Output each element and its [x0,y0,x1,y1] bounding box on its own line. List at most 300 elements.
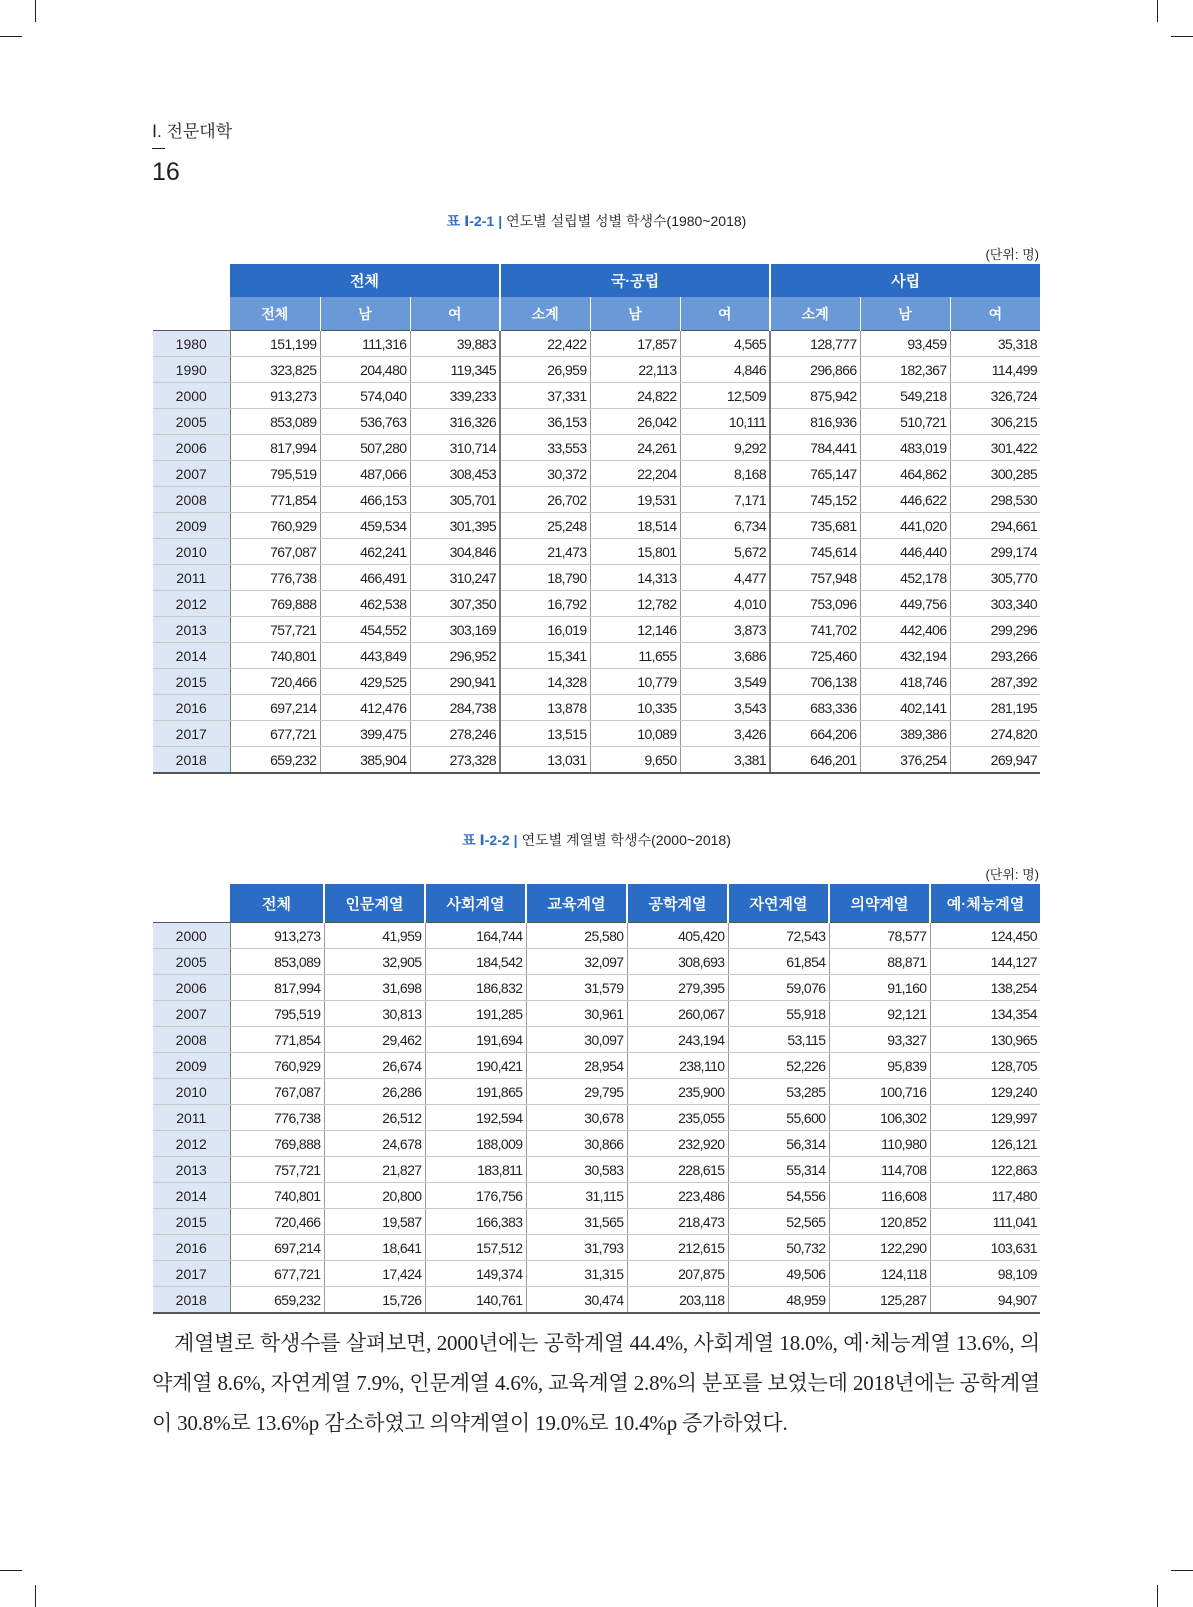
table-cell: 817,994 [230,975,324,1001]
table-cell: 304,846 [410,539,500,565]
table-cell: 507,280 [320,435,410,461]
table-cell: 52,565 [728,1209,829,1235]
table-cell: 287,392 [950,669,1040,695]
table-cell: 817,994 [230,435,320,461]
table-cell: 816,936 [770,409,860,435]
table-cell: 26,042 [590,409,680,435]
table-cell: 50,732 [728,1235,829,1261]
table1-subheader: 여 [410,297,500,331]
table1-group-header: 국·공립 [500,264,770,297]
table-cell: 203,118 [627,1287,728,1314]
table-cell: 3,686 [680,643,770,669]
table-cell: 303,169 [410,617,500,643]
row-year: 2015 [153,1209,230,1235]
table-cell: 402,141 [860,695,950,721]
table-cell: 4,846 [680,357,770,383]
table-cell: 323,825 [230,357,320,383]
table-cell: 30,813 [324,1001,425,1027]
table-cell: 243,194 [627,1027,728,1053]
table-cell: 72,543 [728,923,829,949]
table-cell: 279,395 [627,975,728,1001]
table-cell: 20,800 [324,1183,425,1209]
table-cell: 3,543 [680,695,770,721]
table-cell: 308,693 [627,949,728,975]
table1-group-header: 전체 [230,264,500,297]
table-row [153,1287,1040,1314]
row-year: 2016 [153,1235,230,1261]
table-cell: 94,907 [930,1287,1040,1314]
table-cell: 664,206 [770,721,860,747]
table-cell: 305,701 [410,487,500,513]
table-cell: 299,174 [950,539,1040,565]
table-cell: 100,716 [829,1079,930,1105]
row-year: 2018 [153,747,230,774]
row-year: 2011 [153,565,230,591]
row-year: 2006 [153,435,230,461]
row-year: 2017 [153,1261,230,1287]
table-cell: 29,795 [526,1079,627,1105]
table-cell: 31,315 [526,1261,627,1287]
table-cell: 93,327 [829,1027,930,1053]
table-cell: 326,724 [950,383,1040,409]
table-cell: 273,328 [410,747,500,774]
table-cell: 305,770 [950,565,1040,591]
table-cell: 122,863 [930,1157,1040,1183]
table-row [153,331,1040,357]
table-row [153,669,1040,695]
table-cell: 130,965 [930,1027,1040,1053]
table-cell: 232,920 [627,1131,728,1157]
table-cell: 725,460 [770,643,860,669]
table-cell: 284,738 [410,695,500,721]
crop-mark [0,36,22,37]
table-row [153,1105,1040,1131]
table2-header: 인문계열 [324,884,425,923]
table-cell: 432,194 [860,643,950,669]
table-row [153,487,1040,513]
table-cell: 771,854 [230,487,320,513]
table-cell: 10,779 [590,669,680,695]
table-cell: 446,622 [860,487,950,513]
table-cell: 697,214 [230,1235,324,1261]
table-cell: 124,118 [829,1261,930,1287]
table-cell: 293,266 [950,643,1040,669]
table-cell: 19,587 [324,1209,425,1235]
table-cell: 24,261 [590,435,680,461]
table-cell: 767,087 [230,1079,324,1105]
table-cell: 3,549 [680,669,770,695]
row-year: 1990 [153,357,230,383]
table-cell: 186,832 [425,975,526,1001]
table-cell: 449,756 [860,591,950,617]
table-row [153,747,1040,774]
header-divider [152,148,165,149]
crop-mark [1171,36,1193,37]
table-cell: 5,672 [680,539,770,565]
row-year: 2000 [153,923,230,949]
table-cell: 735,681 [770,513,860,539]
table-cell: 55,600 [728,1105,829,1131]
table-cell: 462,241 [320,539,410,565]
row-year: 2014 [153,643,230,669]
row-year: 2012 [153,591,230,617]
table2-header: 공학계열 [627,884,728,923]
table-cell: 765,147 [770,461,860,487]
table-cell: 7,171 [680,487,770,513]
row-year: 2007 [153,1001,230,1027]
table2-header: 교육계열 [526,884,627,923]
table-cell: 31,793 [526,1235,627,1261]
table-cell: 128,777 [770,331,860,357]
table-cell: 14,313 [590,565,680,591]
table2-caption-title: 연도별 계열별 학생수(2000~2018) [521,832,731,848]
table-cell: 92,121 [829,1001,930,1027]
table-cell: 111,041 [930,1209,1040,1235]
table-cell: 306,215 [950,409,1040,435]
table-cell: 29,462 [324,1027,425,1053]
table-cell: 166,383 [425,1209,526,1235]
table1-subheader: 전체 [230,297,320,331]
table-row [153,1027,1040,1053]
table-row [153,591,1040,617]
table-cell: 683,336 [770,695,860,721]
table-cell: 875,942 [770,383,860,409]
table-cell: 441,020 [860,513,950,539]
row-year: 2005 [153,949,230,975]
table-cell: 26,702 [500,487,590,513]
table-cell: 31,579 [526,975,627,1001]
table-cell: 466,153 [320,487,410,513]
table1-group-header: 사립 [770,264,1040,297]
table-cell: 281,195 [950,695,1040,721]
table-cell: 771,854 [230,1027,324,1053]
table2-header: 사회계열 [425,884,526,923]
table-cell: 776,738 [230,565,320,591]
table2 [153,884,1040,1314]
table-cell: 659,232 [230,747,320,774]
row-year: 2009 [153,513,230,539]
table-cell: 144,127 [930,949,1040,975]
row-year: 2014 [153,1183,230,1209]
table-cell: 745,152 [770,487,860,513]
table-cell: 745,614 [770,539,860,565]
table1-subheader: 소계 [770,297,860,331]
row-year: 2006 [153,975,230,1001]
table-cell: 15,341 [500,643,590,669]
table-cell: 9,292 [680,435,770,461]
table-cell: 536,763 [320,409,410,435]
table-cell: 677,721 [230,1261,324,1287]
table-cell: 128,705 [930,1053,1040,1079]
table-cell: 191,865 [425,1079,526,1105]
table-cell: 14,328 [500,669,590,695]
table-cell: 61,854 [728,949,829,975]
table-cell: 389,386 [860,721,950,747]
table-cell: 278,246 [410,721,500,747]
table-cell: 124,450 [930,923,1040,949]
table-cell: 459,534 [320,513,410,539]
table-cell: 119,345 [410,357,500,383]
crop-mark [1171,1570,1193,1571]
table-cell: 30,678 [526,1105,627,1131]
table-cell: 30,961 [526,1001,627,1027]
table-cell: 11,655 [590,643,680,669]
table-cell: 30,866 [526,1131,627,1157]
table-row [153,695,1040,721]
table-cell: 192,594 [425,1105,526,1131]
row-year: 2009 [153,1053,230,1079]
table-cell: 52,226 [728,1053,829,1079]
table-cell: 176,756 [425,1183,526,1209]
table-cell: 164,744 [425,923,526,949]
table-cell: 296,952 [410,643,500,669]
table-row [153,923,1040,949]
table-cell: 298,530 [950,487,1040,513]
table-row [153,643,1040,669]
table-cell: 442,406 [860,617,950,643]
table-cell: 235,055 [627,1105,728,1131]
table2-corner [153,884,230,923]
table-cell: 26,286 [324,1079,425,1105]
table-cell: 31,115 [526,1183,627,1209]
table-cell: 191,694 [425,1027,526,1053]
table-cell: 235,900 [627,1079,728,1105]
table-cell: 13,878 [500,695,590,721]
body-paragraph: 계열별로 학생수를 살펴보면, 2000년에는 공학계열 44.4%, 사회계열 18.0%, 예·체능계열 13.6%, 의약계열 8.6%, 자연계열 7.9%, 인문계열 4.6%, 교육계열 2.8%의 분포를 보였는데 2018년에는 공학계열이 30.8%로 13.6%p 감소하였고 의약계열이 19.0%로 10.4%p 증가하였다. [152,1331,1040,1435]
table-cell: 95,839 [829,1053,930,1079]
table-cell: 238,110 [627,1053,728,1079]
table1-caption-title: 연도별 설립별 성별 학생수(1980~2018) [506,213,747,229]
table-cell: 301,422 [950,435,1040,461]
table-cell: 140,761 [425,1287,526,1314]
table-cell: 12,782 [590,591,680,617]
table-cell: 59,076 [728,975,829,1001]
row-year: 2010 [153,539,230,565]
table-cell: 646,201 [770,747,860,774]
table-cell: 18,641 [324,1235,425,1261]
table-cell: 35,318 [950,331,1040,357]
table-cell: 117,480 [930,1183,1040,1209]
table-cell: 795,519 [230,461,320,487]
table-cell: 310,247 [410,565,500,591]
table2-caption [0,830,1193,850]
table-cell: 53,285 [728,1079,829,1105]
table-cell: 418,746 [860,669,950,695]
table-cell: 22,113 [590,357,680,383]
table-cell: 18,790 [500,565,590,591]
table-cell: 316,326 [410,409,500,435]
row-year: 2008 [153,487,230,513]
table-cell: 510,721 [860,409,950,435]
table-cell: 769,888 [230,1131,324,1157]
table1-unit: (단위: 명) [985,247,1039,262]
table2-caption-label: 표 Ⅰ-2-2 [462,832,510,848]
table-cell: 122,290 [829,1235,930,1261]
table-cell: 191,285 [425,1001,526,1027]
table-cell: 111,316 [320,331,410,357]
table-row [153,1131,1040,1157]
table-cell: 33,553 [500,435,590,461]
row-year: 1980 [153,331,230,357]
table-cell: 28,954 [526,1053,627,1079]
table-row [153,617,1040,643]
crop-mark [35,1585,36,1607]
table-cell: 21,827 [324,1157,425,1183]
caption-separator: | [513,832,518,848]
table-cell: 443,849 [320,643,410,669]
table-cell: 223,486 [627,1183,728,1209]
table-cell: 12,509 [680,383,770,409]
table-cell: 776,738 [230,1105,324,1131]
table-cell: 3,873 [680,617,770,643]
table-row [153,1053,1040,1079]
table-cell: 303,340 [950,591,1040,617]
table-row [153,949,1040,975]
table-cell: 49,506 [728,1261,829,1287]
table-cell: 53,115 [728,1027,829,1053]
table-cell: 741,702 [770,617,860,643]
table-cell: 26,674 [324,1053,425,1079]
table-cell: 784,441 [770,435,860,461]
table-cell: 339,233 [410,383,500,409]
table-row [153,565,1040,591]
table-row [153,721,1040,747]
table-cell: 17,424 [324,1261,425,1287]
table-cell: 19,531 [590,487,680,513]
table2-header: 자연계열 [728,884,829,923]
table-cell: 149,374 [425,1261,526,1287]
table-cell: 183,811 [425,1157,526,1183]
table-cell: 574,040 [320,383,410,409]
table-cell: 207,875 [627,1261,728,1287]
table-cell: 106,302 [829,1105,930,1131]
table-cell: 18,514 [590,513,680,539]
table-cell: 41,959 [324,923,425,949]
table-cell: 740,801 [230,1183,324,1209]
table-cell: 13,031 [500,747,590,774]
table-cell: 15,726 [324,1287,425,1314]
table-cell: 853,089 [230,949,324,975]
table-cell: 487,066 [320,461,410,487]
table-row [153,513,1040,539]
table1-subheader: 남 [320,297,410,331]
table1-corner [153,297,230,331]
table-row [153,975,1040,1001]
caption-separator: | [498,213,503,229]
table-cell: 138,254 [930,975,1040,1001]
table-cell: 549,218 [860,383,950,409]
table-cell: 412,476 [320,695,410,721]
table-cell: 30,474 [526,1287,627,1314]
table-cell: 151,199 [230,331,320,357]
table-cell: 385,904 [320,747,410,774]
table-row [153,1235,1040,1261]
table2-unit: (단위: 명) [985,867,1039,882]
table1-caption [0,211,1193,231]
table-cell: 301,395 [410,513,500,539]
table-cell: 129,240 [930,1079,1040,1105]
table-cell: 93,459 [860,331,950,357]
table-cell: 3,426 [680,721,770,747]
page-number: 16 [152,158,180,186]
table-cell: 464,862 [860,461,950,487]
table-cell: 31,565 [526,1209,627,1235]
table-cell: 310,714 [410,435,500,461]
table1-subheader: 남 [860,297,950,331]
table-cell: 204,480 [320,357,410,383]
table-cell: 55,314 [728,1157,829,1183]
table-cell: 31,698 [324,975,425,1001]
table-cell: 48,959 [728,1287,829,1314]
table2-header: 전체 [230,884,324,923]
table-row [153,1209,1040,1235]
table-cell: 110,980 [829,1131,930,1157]
crop-mark [35,0,36,22]
table2-header: 의약계열 [829,884,930,923]
table-cell: 399,475 [320,721,410,747]
table-cell: 659,232 [230,1287,324,1314]
table-cell: 157,512 [425,1235,526,1261]
table-row [153,409,1040,435]
table-cell: 228,615 [627,1157,728,1183]
table1-caption-label: 표 Ⅰ-2-1 [446,213,495,229]
table-cell: 91,160 [829,975,930,1001]
table-cell: 13,515 [500,721,590,747]
table-cell: 260,067 [627,1001,728,1027]
table-cell: 757,948 [770,565,860,591]
table-cell: 720,466 [230,1209,324,1235]
table-cell: 9,650 [590,747,680,774]
table-row [153,539,1040,565]
table-cell: 25,580 [526,923,627,949]
table-cell: 24,678 [324,1131,425,1157]
table-cell: 269,947 [950,747,1040,774]
table-cell: 24,822 [590,383,680,409]
table-cell: 88,871 [829,949,930,975]
table-row [153,1001,1040,1027]
table-cell: 8,168 [680,461,770,487]
table-cell: 26,512 [324,1105,425,1131]
table-cell: 15,801 [590,539,680,565]
table-cell: 16,019 [500,617,590,643]
table-cell: 116,608 [829,1183,930,1209]
table-cell: 182,367 [860,357,950,383]
table-cell: 4,477 [680,565,770,591]
table-cell: 22,204 [590,461,680,487]
table-cell: 757,721 [230,1157,324,1183]
table-cell: 56,314 [728,1131,829,1157]
table-cell: 757,721 [230,617,320,643]
table-cell: 36,153 [500,409,590,435]
table-cell: 10,111 [680,409,770,435]
table1-subheader: 소계 [500,297,590,331]
table-cell: 190,421 [425,1053,526,1079]
row-year: 2007 [153,461,230,487]
table-row [153,1157,1040,1183]
row-year: 2005 [153,409,230,435]
table-cell: 913,273 [230,923,324,949]
row-year: 2011 [153,1105,230,1131]
table-cell: 4,565 [680,331,770,357]
row-year: 2013 [153,1157,230,1183]
table-cell: 677,721 [230,721,320,747]
table-cell: 114,499 [950,357,1040,383]
table-cell: 307,350 [410,591,500,617]
table-row [153,1261,1040,1287]
table-cell: 429,525 [320,669,410,695]
table-cell: 30,583 [526,1157,627,1183]
table-cell: 25,248 [500,513,590,539]
